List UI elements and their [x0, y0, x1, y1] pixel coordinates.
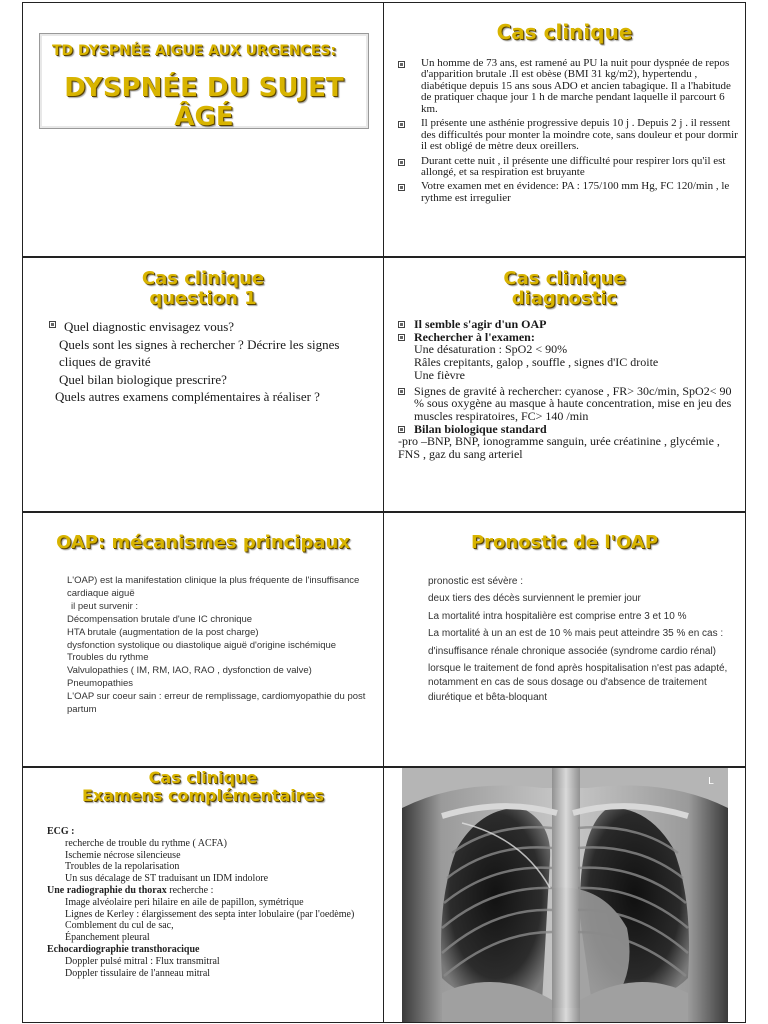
section-heading: Echocardiographie transthoracique	[47, 943, 200, 955]
bullet-text: Rechercher à l'examen:	[414, 329, 535, 344]
text-line: La mortalité à un an est de 10 % mais peut atteindre 35 % en cas :	[428, 628, 724, 640]
list-item	[49, 388, 379, 406]
text-line: d'insuffisance rénale chronique associée (syndrome cardio rénal)	[428, 645, 716, 657]
sub-text: -pro –BNP, BNP, ionogramme sanguin, urée créatinine , glycémie , FNS , gaz du sang arteriel	[398, 434, 720, 462]
pronostic-text	[428, 575, 736, 708]
bullet-icon	[398, 61, 405, 68]
text-line: Valvulopathies ( IM, RM, IAO, RAO , dysfonction de valve)	[67, 665, 312, 677]
slide-pronostic	[383, 512, 746, 767]
bullet-icon	[49, 321, 56, 328]
xray-marker: L	[708, 776, 714, 787]
heading-line-1: Cas clinique	[141, 268, 265, 289]
sub-text: Une désaturation : SpO2 < 90%	[414, 342, 568, 357]
text-line: Décompensation brutale d'une IC chronique	[67, 613, 253, 625]
text-line: Troubles du rythme	[67, 652, 149, 664]
list-item	[398, 385, 738, 423]
text-line: HTA brutale (augmentation de la post charge)	[67, 626, 259, 638]
slide-heading: Pronostic de l'OAP	[470, 532, 659, 553]
bullet-icon	[398, 334, 405, 341]
bullet-icon	[398, 388, 405, 395]
slide-examens	[22, 767, 384, 1023]
xray-drawing	[402, 768, 728, 1023]
title-box	[39, 33, 369, 133]
bullet-text: Un homme de 73 ans, est ramené au PU la nuit pour dyspnée de repos d'apparition brutale .Il est obèse (BMI 31 kg/m2), hypertendu , diabétique depuis 15 ans sous ADO et ancien tabagique. Il a l'habitude de pratiquer chaque jour 1 h de marche pendant laquelle il parcourt 6 km.	[421, 57, 731, 115]
text-line: La mortalité intra hospitalière est comprise entre 3 et 10 %	[428, 610, 687, 622]
slide-heading: Cas clinique	[496, 20, 633, 44]
list-item	[398, 369, 738, 382]
text-line: L'OAP) est la manifestation clinique la plus fréquente de l'insuffisance cardiaque aiguë	[67, 575, 360, 599]
slide-xray	[383, 767, 746, 1023]
list-item	[398, 156, 738, 179]
text-line: Pneumopathies	[67, 678, 134, 690]
bullet-icon	[398, 159, 405, 166]
title-line-2: DYSPNÉE DU SUJET ÂGÉ	[64, 73, 344, 133]
text-line: Doppler tissulaire de l'anneau mitral	[65, 967, 211, 979]
slide-cas-clinique	[383, 2, 746, 257]
slide-heading: OAP: mécanismes principaux	[56, 532, 350, 553]
text-line: Image alvéolaire peri hilaire en aile de papillon, symétrique	[65, 896, 304, 908]
list-item	[398, 181, 738, 204]
text-line: Épanchement pleural	[65, 932, 150, 944]
heading-line-1: Cas clinique	[148, 768, 258, 787]
section-heading: ECG :	[47, 826, 75, 837]
text-line: deux tiers des décès surviennent le premier jour	[428, 593, 641, 605]
bullet-list	[398, 58, 738, 207]
heading-line-2: diagnostic	[511, 288, 618, 310]
text-line: Lignes de Kerley : élargissement des septa inter lobulaire (par l'oedème)	[65, 908, 355, 920]
radio-rest: recherche :	[166, 884, 214, 896]
slide-heading	[23, 769, 383, 805]
question-text: Quels autres examens complémentaires à réaliser ?	[55, 389, 320, 405]
list-item	[49, 371, 379, 389]
title-line-1: TD DYSPNÉE AIGUE AUX URGENCES:	[52, 43, 337, 59]
bullet-text: Durant cette nuit , il présente une difficulté pour respirer lors qu'il est allongé, et sa respiration est bruyante	[421, 154, 726, 178]
question-text: Quel bilan biologique prescrire?	[59, 371, 227, 387]
diagnostic-list	[398, 318, 738, 461]
bullet-text: Votre examen met en évidence: PA : 175/100 mm Hg, FC 120/min , le rythme est irregulier	[421, 180, 730, 204]
text-line: dysfonction systolique ou diastolique aiguë d'origine ischémique	[67, 639, 337, 651]
list-item	[398, 58, 738, 115]
bullet-text: Signes de gravité à rechercher: cyanose , FR> 30c/min, SpO2< 90 % sous oxygène au masque à haute concentration, mise en jeu des muscles respiratoires, FC> 140 /min	[414, 383, 732, 424]
text-line: L'OAP sur coeur sain : erreur de remplissage, cardiomyopathie du post partum	[67, 691, 366, 716]
bullet-icon	[398, 321, 405, 328]
text-line: Un sus décalage de ST traduisant un IDM indolore	[65, 873, 269, 885]
mecanismes-text	[67, 575, 377, 717]
list-item	[398, 118, 738, 152]
text-line: il peut survenir :	[71, 600, 139, 612]
bullet-icon	[398, 121, 405, 128]
slide-mecanismes	[22, 512, 384, 767]
radio-label: Une radiographie du thorax	[47, 884, 167, 896]
heading-line-1: Cas clinique	[503, 268, 626, 289]
bullet-icon	[398, 426, 405, 433]
list-item	[49, 318, 379, 336]
slide-diagnostic	[383, 257, 746, 512]
section-heading	[47, 885, 377, 897]
question-text: Quels sont les signes à rechercher ? Décrire les signes cliques de gravité	[59, 336, 340, 370]
slide-heading	[23, 269, 383, 309]
text-line: Ischemie nécrose silencieuse	[65, 849, 181, 861]
text-line: Doppler pulsé mitral : Flux transmitral	[65, 955, 220, 967]
text-line: Troubles de la repolarisation	[65, 861, 180, 873]
bullet-text: Bilan biologique standard	[414, 421, 547, 436]
heading-line-2: Examens complémentaires	[81, 785, 325, 805]
text-line: recherche de trouble du rythme ( ACFA)	[65, 837, 227, 849]
text-line: pronostic est sévère :	[428, 576, 524, 587]
slide-question-1	[22, 257, 384, 512]
question-text: Quel diagnostic envisagez vous?	[64, 319, 235, 334]
text-line: Comblement du cul de sac,	[65, 920, 174, 932]
bullet-text: Il présente une asthénie progressive depuis 10 j . Depuis 2 j . il ressent des difficultés pour monter la moindre cote, sans douleur et pour dormir il est obligé de mètre deux oreillers.	[421, 117, 738, 153]
list-item	[398, 435, 738, 460]
heading-line-2: question 1	[149, 288, 257, 310]
slide-heading	[384, 269, 745, 309]
list-item	[49, 336, 379, 371]
examens-text	[47, 826, 377, 979]
slide-title	[22, 2, 384, 257]
sub-text: Râles crepitants, galop , souffle , signes d'IC droite	[414, 355, 659, 370]
sub-text: Une fièvre	[414, 367, 465, 382]
chest-xray-image	[402, 768, 728, 1023]
bullet-icon	[398, 184, 405, 191]
bullet-text: Il semble s'agir d'un OAP	[414, 317, 547, 331]
question-list	[49, 318, 379, 406]
text-line: lorsque le traitement de fond après hospitalisation n'est pas adapté, notamment en cas de sous dosage ou d'absence de traitement diurétique et bêta-bloquant	[428, 662, 728, 703]
